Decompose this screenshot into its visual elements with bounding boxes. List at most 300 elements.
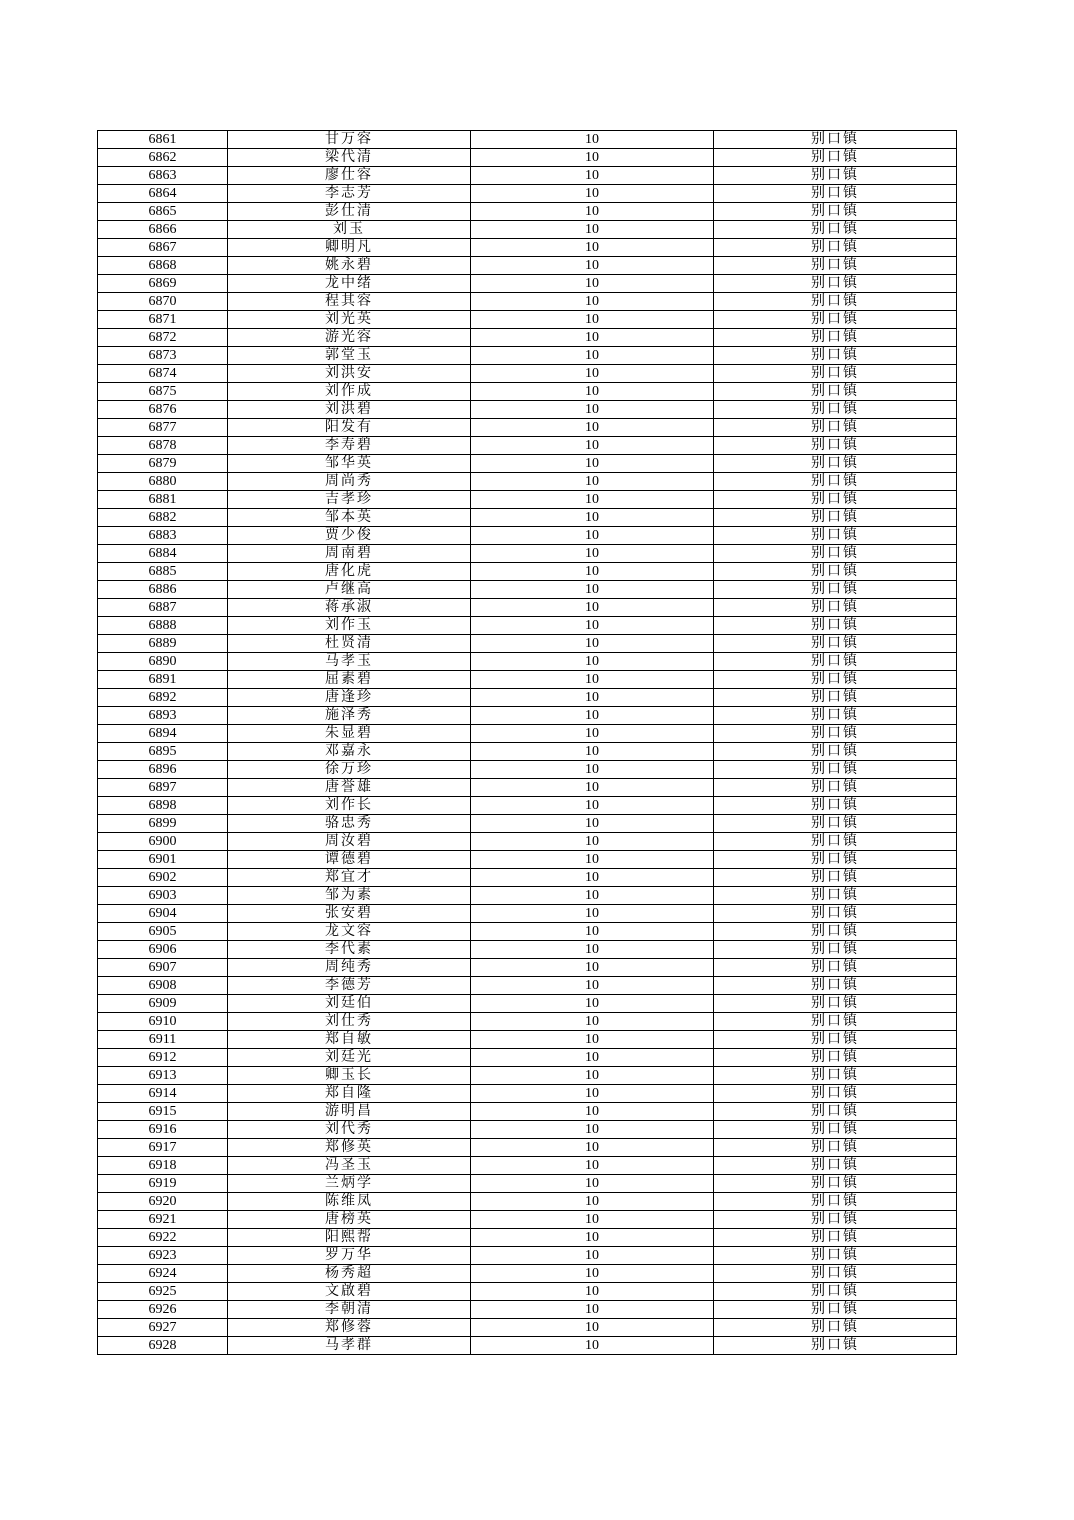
town-cell: 别口镇 bbox=[714, 1193, 957, 1211]
amount-cell: 10 bbox=[471, 149, 714, 167]
town-cell: 别口镇 bbox=[714, 617, 957, 635]
name-cell: 游明昌 bbox=[228, 1103, 471, 1121]
table-row bbox=[98, 599, 957, 617]
name-cell: 邓嘉永 bbox=[228, 743, 471, 761]
row-number-cell: 6872 bbox=[98, 329, 228, 347]
table-row bbox=[98, 1247, 957, 1265]
name-cell: 唐榜英 bbox=[228, 1211, 471, 1229]
row-number-cell: 6920 bbox=[98, 1193, 228, 1211]
name-cell: 杜贤清 bbox=[228, 635, 471, 653]
table-row bbox=[98, 833, 957, 851]
amount-cell: 10 bbox=[471, 1265, 714, 1283]
name-cell: 刘洪安 bbox=[228, 365, 471, 383]
town-cell: 别口镇 bbox=[714, 1085, 957, 1103]
row-number-cell: 6928 bbox=[98, 1337, 228, 1355]
town-cell: 别口镇 bbox=[714, 185, 957, 203]
table-row bbox=[98, 1067, 957, 1085]
town-cell: 别口镇 bbox=[714, 1067, 957, 1085]
amount-cell: 10 bbox=[471, 1211, 714, 1229]
row-number-cell: 6870 bbox=[98, 293, 228, 311]
town-cell: 别口镇 bbox=[714, 545, 957, 563]
town-cell: 别口镇 bbox=[714, 293, 957, 311]
table-row bbox=[98, 635, 957, 653]
name-cell: 周纯秀 bbox=[228, 959, 471, 977]
town-cell: 别口镇 bbox=[714, 905, 957, 923]
amount-cell: 10 bbox=[471, 185, 714, 203]
town-cell: 别口镇 bbox=[714, 311, 957, 329]
table-row bbox=[98, 491, 957, 509]
name-cell: 屈素碧 bbox=[228, 671, 471, 689]
name-cell: 李寿碧 bbox=[228, 437, 471, 455]
table-row bbox=[98, 1319, 957, 1337]
amount-cell: 10 bbox=[471, 869, 714, 887]
name-cell: 文啟碧 bbox=[228, 1283, 471, 1301]
row-number-cell: 6874 bbox=[98, 365, 228, 383]
row-number-cell: 6882 bbox=[98, 509, 228, 527]
name-cell: 彭仕清 bbox=[228, 203, 471, 221]
table-row bbox=[98, 473, 957, 491]
row-number-cell: 6862 bbox=[98, 149, 228, 167]
name-cell: 阳发有 bbox=[228, 419, 471, 437]
name-cell: 施泽秀 bbox=[228, 707, 471, 725]
name-cell: 兰炳学 bbox=[228, 1175, 471, 1193]
town-cell: 别口镇 bbox=[714, 1337, 957, 1355]
table-row bbox=[98, 689, 957, 707]
town-cell: 别口镇 bbox=[714, 1265, 957, 1283]
table-row bbox=[98, 365, 957, 383]
town-cell: 别口镇 bbox=[714, 527, 957, 545]
town-cell: 别口镇 bbox=[714, 1049, 957, 1067]
amount-cell: 10 bbox=[471, 455, 714, 473]
name-cell: 郭堂玉 bbox=[228, 347, 471, 365]
name-cell: 刘作玉 bbox=[228, 617, 471, 635]
row-number-cell: 6869 bbox=[98, 275, 228, 293]
amount-cell: 10 bbox=[471, 239, 714, 257]
name-cell: 郑自隆 bbox=[228, 1085, 471, 1103]
row-number-cell: 6885 bbox=[98, 563, 228, 581]
row-number-cell: 6888 bbox=[98, 617, 228, 635]
name-cell: 刘光英 bbox=[228, 311, 471, 329]
amount-cell: 10 bbox=[471, 1175, 714, 1193]
table-row bbox=[98, 869, 957, 887]
row-number-cell: 6898 bbox=[98, 797, 228, 815]
town-cell: 别口镇 bbox=[714, 1031, 957, 1049]
town-cell: 别口镇 bbox=[714, 1103, 957, 1121]
amount-cell: 10 bbox=[471, 527, 714, 545]
table-row bbox=[98, 401, 957, 419]
table-row bbox=[98, 761, 957, 779]
town-cell: 别口镇 bbox=[714, 455, 957, 473]
amount-cell: 10 bbox=[471, 671, 714, 689]
town-cell: 别口镇 bbox=[714, 1121, 957, 1139]
table-row bbox=[98, 131, 957, 149]
table-row bbox=[98, 545, 957, 563]
town-cell: 别口镇 bbox=[714, 401, 957, 419]
town-cell: 别口镇 bbox=[714, 221, 957, 239]
table-row bbox=[98, 581, 957, 599]
town-cell: 别口镇 bbox=[714, 149, 957, 167]
name-cell: 贾少俊 bbox=[228, 527, 471, 545]
town-cell: 别口镇 bbox=[714, 383, 957, 401]
table-row bbox=[98, 707, 957, 725]
name-cell: 吉孝珍 bbox=[228, 491, 471, 509]
amount-cell: 10 bbox=[471, 941, 714, 959]
amount-cell: 10 bbox=[471, 1103, 714, 1121]
name-cell: 刘作长 bbox=[228, 797, 471, 815]
name-cell: 唐誉雄 bbox=[228, 779, 471, 797]
town-cell: 别口镇 bbox=[714, 995, 957, 1013]
row-number-cell: 6919 bbox=[98, 1175, 228, 1193]
town-cell: 别口镇 bbox=[714, 437, 957, 455]
row-number-cell: 6915 bbox=[98, 1103, 228, 1121]
table-row bbox=[98, 1337, 957, 1355]
amount-cell: 10 bbox=[471, 473, 714, 491]
amount-cell: 10 bbox=[471, 977, 714, 995]
ledger-table bbox=[97, 130, 957, 1355]
town-cell: 别口镇 bbox=[714, 419, 957, 437]
table-row bbox=[98, 1013, 957, 1031]
row-number-cell: 6890 bbox=[98, 653, 228, 671]
amount-cell: 10 bbox=[471, 1337, 714, 1355]
name-cell: 龙中绪 bbox=[228, 275, 471, 293]
amount-cell: 10 bbox=[471, 1283, 714, 1301]
name-cell: 郑修英 bbox=[228, 1139, 471, 1157]
row-number-cell: 6924 bbox=[98, 1265, 228, 1283]
table-row bbox=[98, 419, 957, 437]
row-number-cell: 6918 bbox=[98, 1157, 228, 1175]
row-number-cell: 6922 bbox=[98, 1229, 228, 1247]
row-number-cell: 6914 bbox=[98, 1085, 228, 1103]
amount-cell: 10 bbox=[471, 635, 714, 653]
row-number-cell: 6889 bbox=[98, 635, 228, 653]
town-cell: 别口镇 bbox=[714, 509, 957, 527]
town-cell: 别口镇 bbox=[714, 1301, 957, 1319]
table-row bbox=[98, 923, 957, 941]
row-number-cell: 6861 bbox=[98, 131, 228, 149]
town-cell: 别口镇 bbox=[714, 347, 957, 365]
town-cell: 别口镇 bbox=[714, 473, 957, 491]
name-cell: 龙文容 bbox=[228, 923, 471, 941]
amount-cell: 10 bbox=[471, 689, 714, 707]
town-cell: 别口镇 bbox=[714, 1283, 957, 1301]
table-row bbox=[98, 887, 957, 905]
town-cell: 别口镇 bbox=[714, 887, 957, 905]
row-number-cell: 6904 bbox=[98, 905, 228, 923]
row-number-cell: 6911 bbox=[98, 1031, 228, 1049]
row-number-cell: 6881 bbox=[98, 491, 228, 509]
amount-cell: 10 bbox=[471, 743, 714, 761]
town-cell: 别口镇 bbox=[714, 1139, 957, 1157]
name-cell: 冯圣玉 bbox=[228, 1157, 471, 1175]
amount-cell: 10 bbox=[471, 995, 714, 1013]
town-cell: 别口镇 bbox=[714, 1157, 957, 1175]
row-number-cell: 6908 bbox=[98, 977, 228, 995]
row-number-cell: 6923 bbox=[98, 1247, 228, 1265]
row-number-cell: 6893 bbox=[98, 707, 228, 725]
amount-cell: 10 bbox=[471, 923, 714, 941]
town-cell: 别口镇 bbox=[714, 689, 957, 707]
amount-cell: 10 bbox=[471, 1157, 714, 1175]
row-number-cell: 6864 bbox=[98, 185, 228, 203]
row-number-cell: 6877 bbox=[98, 419, 228, 437]
town-cell: 别口镇 bbox=[714, 365, 957, 383]
name-cell: 周南碧 bbox=[228, 545, 471, 563]
table-row bbox=[98, 1301, 957, 1319]
name-cell: 陈维凤 bbox=[228, 1193, 471, 1211]
amount-cell: 10 bbox=[471, 563, 714, 581]
table-row bbox=[98, 329, 957, 347]
table-row bbox=[98, 203, 957, 221]
amount-cell: 10 bbox=[471, 653, 714, 671]
name-cell: 李朝清 bbox=[228, 1301, 471, 1319]
name-cell: 李代素 bbox=[228, 941, 471, 959]
name-cell: 杨秀超 bbox=[228, 1265, 471, 1283]
table-row bbox=[98, 1049, 957, 1067]
town-cell: 别口镇 bbox=[714, 815, 957, 833]
table-row bbox=[98, 509, 957, 527]
table-row bbox=[98, 797, 957, 815]
row-number-cell: 6897 bbox=[98, 779, 228, 797]
row-number-cell: 6916 bbox=[98, 1121, 228, 1139]
town-cell: 别口镇 bbox=[714, 833, 957, 851]
name-cell: 梁代清 bbox=[228, 149, 471, 167]
row-number-cell: 6884 bbox=[98, 545, 228, 563]
row-number-cell: 6871 bbox=[98, 311, 228, 329]
amount-cell: 10 bbox=[471, 419, 714, 437]
name-cell: 邹华英 bbox=[228, 455, 471, 473]
amount-cell: 10 bbox=[471, 779, 714, 797]
name-cell: 刘廷光 bbox=[228, 1049, 471, 1067]
amount-cell: 10 bbox=[471, 401, 714, 419]
amount-cell: 10 bbox=[471, 959, 714, 977]
row-number-cell: 6880 bbox=[98, 473, 228, 491]
amount-cell: 10 bbox=[471, 1301, 714, 1319]
table-row bbox=[98, 311, 957, 329]
town-cell: 别口镇 bbox=[714, 1175, 957, 1193]
table-row bbox=[98, 1103, 957, 1121]
table-row bbox=[98, 1085, 957, 1103]
name-cell: 邹本英 bbox=[228, 509, 471, 527]
amount-cell: 10 bbox=[471, 707, 714, 725]
town-cell: 别口镇 bbox=[714, 1319, 957, 1337]
amount-cell: 10 bbox=[471, 905, 714, 923]
table-row bbox=[98, 1175, 957, 1193]
amount-cell: 10 bbox=[471, 491, 714, 509]
town-cell: 别口镇 bbox=[714, 131, 957, 149]
row-number-cell: 6875 bbox=[98, 383, 228, 401]
name-cell: 马孝玉 bbox=[228, 653, 471, 671]
table-row bbox=[98, 239, 957, 257]
row-number-cell: 6894 bbox=[98, 725, 228, 743]
amount-cell: 10 bbox=[471, 275, 714, 293]
table-row bbox=[98, 293, 957, 311]
amount-cell: 10 bbox=[471, 347, 714, 365]
town-cell: 别口镇 bbox=[714, 743, 957, 761]
row-number-cell: 6910 bbox=[98, 1013, 228, 1031]
amount-cell: 10 bbox=[471, 221, 714, 239]
table-row bbox=[98, 851, 957, 869]
amount-cell: 10 bbox=[471, 329, 714, 347]
name-cell: 周尚秀 bbox=[228, 473, 471, 491]
row-number-cell: 6917 bbox=[98, 1139, 228, 1157]
name-cell: 罗万华 bbox=[228, 1247, 471, 1265]
town-cell: 别口镇 bbox=[714, 1247, 957, 1265]
row-number-cell: 6892 bbox=[98, 689, 228, 707]
town-cell: 别口镇 bbox=[714, 599, 957, 617]
town-cell: 别口镇 bbox=[714, 635, 957, 653]
amount-cell: 10 bbox=[471, 815, 714, 833]
town-cell: 别口镇 bbox=[714, 869, 957, 887]
row-number-cell: 6900 bbox=[98, 833, 228, 851]
amount-cell: 10 bbox=[471, 1319, 714, 1337]
name-cell: 姚永碧 bbox=[228, 257, 471, 275]
town-cell: 别口镇 bbox=[714, 1211, 957, 1229]
town-cell: 别口镇 bbox=[714, 797, 957, 815]
name-cell: 郑修蓉 bbox=[228, 1319, 471, 1337]
row-number-cell: 6907 bbox=[98, 959, 228, 977]
town-cell: 别口镇 bbox=[714, 779, 957, 797]
amount-cell: 10 bbox=[471, 311, 714, 329]
row-number-cell: 6891 bbox=[98, 671, 228, 689]
amount-cell: 10 bbox=[471, 887, 714, 905]
amount-cell: 10 bbox=[471, 509, 714, 527]
amount-cell: 10 bbox=[471, 257, 714, 275]
row-number-cell: 6863 bbox=[98, 167, 228, 185]
table-row bbox=[98, 977, 957, 995]
table-row bbox=[98, 221, 957, 239]
amount-cell: 10 bbox=[471, 1247, 714, 1265]
name-cell: 刘洪碧 bbox=[228, 401, 471, 419]
amount-cell: 10 bbox=[471, 1067, 714, 1085]
row-number-cell: 6878 bbox=[98, 437, 228, 455]
table-row bbox=[98, 383, 957, 401]
name-cell: 唐逢珍 bbox=[228, 689, 471, 707]
row-number-cell: 6886 bbox=[98, 581, 228, 599]
table-row bbox=[98, 1283, 957, 1301]
town-cell: 别口镇 bbox=[714, 977, 957, 995]
name-cell: 李德芳 bbox=[228, 977, 471, 995]
name-cell: 唐化虎 bbox=[228, 563, 471, 581]
row-number-cell: 6866 bbox=[98, 221, 228, 239]
table-row bbox=[98, 257, 957, 275]
name-cell: 邹为素 bbox=[228, 887, 471, 905]
row-number-cell: 6876 bbox=[98, 401, 228, 419]
amount-cell: 10 bbox=[471, 1031, 714, 1049]
town-cell: 别口镇 bbox=[714, 707, 957, 725]
name-cell: 游光容 bbox=[228, 329, 471, 347]
table-row bbox=[98, 1157, 957, 1175]
row-number-cell: 6899 bbox=[98, 815, 228, 833]
table-row bbox=[98, 563, 957, 581]
row-number-cell: 6906 bbox=[98, 941, 228, 959]
row-number-cell: 6883 bbox=[98, 527, 228, 545]
name-cell: 张安碧 bbox=[228, 905, 471, 923]
town-cell: 别口镇 bbox=[714, 167, 957, 185]
row-number-cell: 6905 bbox=[98, 923, 228, 941]
amount-cell: 10 bbox=[471, 1139, 714, 1157]
amount-cell: 10 bbox=[471, 1121, 714, 1139]
table-row bbox=[98, 743, 957, 761]
row-number-cell: 6901 bbox=[98, 851, 228, 869]
row-number-cell: 6909 bbox=[98, 995, 228, 1013]
town-cell: 别口镇 bbox=[714, 257, 957, 275]
town-cell: 别口镇 bbox=[714, 1013, 957, 1031]
town-cell: 别口镇 bbox=[714, 671, 957, 689]
table-row bbox=[98, 725, 957, 743]
town-cell: 别口镇 bbox=[714, 581, 957, 599]
table-row bbox=[98, 1265, 957, 1283]
town-cell: 别口镇 bbox=[714, 761, 957, 779]
amount-cell: 10 bbox=[471, 617, 714, 635]
name-cell: 郑自敏 bbox=[228, 1031, 471, 1049]
table-row bbox=[98, 1229, 957, 1247]
town-cell: 别口镇 bbox=[714, 563, 957, 581]
amount-cell: 10 bbox=[471, 725, 714, 743]
name-cell: 刘廷伯 bbox=[228, 995, 471, 1013]
name-cell: 甘万容 bbox=[228, 131, 471, 149]
row-number-cell: 6921 bbox=[98, 1211, 228, 1229]
table-row bbox=[98, 527, 957, 545]
table-row bbox=[98, 1211, 957, 1229]
table-row bbox=[98, 815, 957, 833]
amount-cell: 10 bbox=[471, 365, 714, 383]
name-cell: 郑宜才 bbox=[228, 869, 471, 887]
amount-cell: 10 bbox=[471, 851, 714, 869]
table-row bbox=[98, 1139, 957, 1157]
name-cell: 蒋承淑 bbox=[228, 599, 471, 617]
table-row bbox=[98, 959, 957, 977]
table-row bbox=[98, 779, 957, 797]
name-cell: 刘仕秀 bbox=[228, 1013, 471, 1031]
row-number-cell: 6873 bbox=[98, 347, 228, 365]
name-cell: 谭德碧 bbox=[228, 851, 471, 869]
row-number-cell: 6895 bbox=[98, 743, 228, 761]
table-row bbox=[98, 1121, 957, 1139]
amount-cell: 10 bbox=[471, 167, 714, 185]
town-cell: 别口镇 bbox=[714, 725, 957, 743]
town-cell: 别口镇 bbox=[714, 851, 957, 869]
table-row bbox=[98, 653, 957, 671]
amount-cell: 10 bbox=[471, 833, 714, 851]
ledger-body bbox=[98, 131, 957, 1355]
name-cell: 卿玉长 bbox=[228, 1067, 471, 1085]
amount-cell: 10 bbox=[471, 1229, 714, 1247]
row-number-cell: 6902 bbox=[98, 869, 228, 887]
name-cell: 卿明凡 bbox=[228, 239, 471, 257]
amount-cell: 10 bbox=[471, 293, 714, 311]
table-row bbox=[98, 167, 957, 185]
row-number-cell: 6912 bbox=[98, 1049, 228, 1067]
table-row bbox=[98, 1193, 957, 1211]
town-cell: 别口镇 bbox=[714, 653, 957, 671]
amount-cell: 10 bbox=[471, 383, 714, 401]
town-cell: 别口镇 bbox=[714, 239, 957, 257]
table-row bbox=[98, 905, 957, 923]
name-cell: 朱显碧 bbox=[228, 725, 471, 743]
table-row bbox=[98, 149, 957, 167]
town-cell: 别口镇 bbox=[714, 941, 957, 959]
row-number-cell: 6879 bbox=[98, 455, 228, 473]
town-cell: 别口镇 bbox=[714, 329, 957, 347]
amount-cell: 10 bbox=[471, 131, 714, 149]
table-row bbox=[98, 617, 957, 635]
row-number-cell: 6926 bbox=[98, 1301, 228, 1319]
name-cell: 徐万珍 bbox=[228, 761, 471, 779]
amount-cell: 10 bbox=[471, 545, 714, 563]
row-number-cell: 6903 bbox=[98, 887, 228, 905]
name-cell: 刘代秀 bbox=[228, 1121, 471, 1139]
name-cell: 马孝群 bbox=[228, 1337, 471, 1355]
